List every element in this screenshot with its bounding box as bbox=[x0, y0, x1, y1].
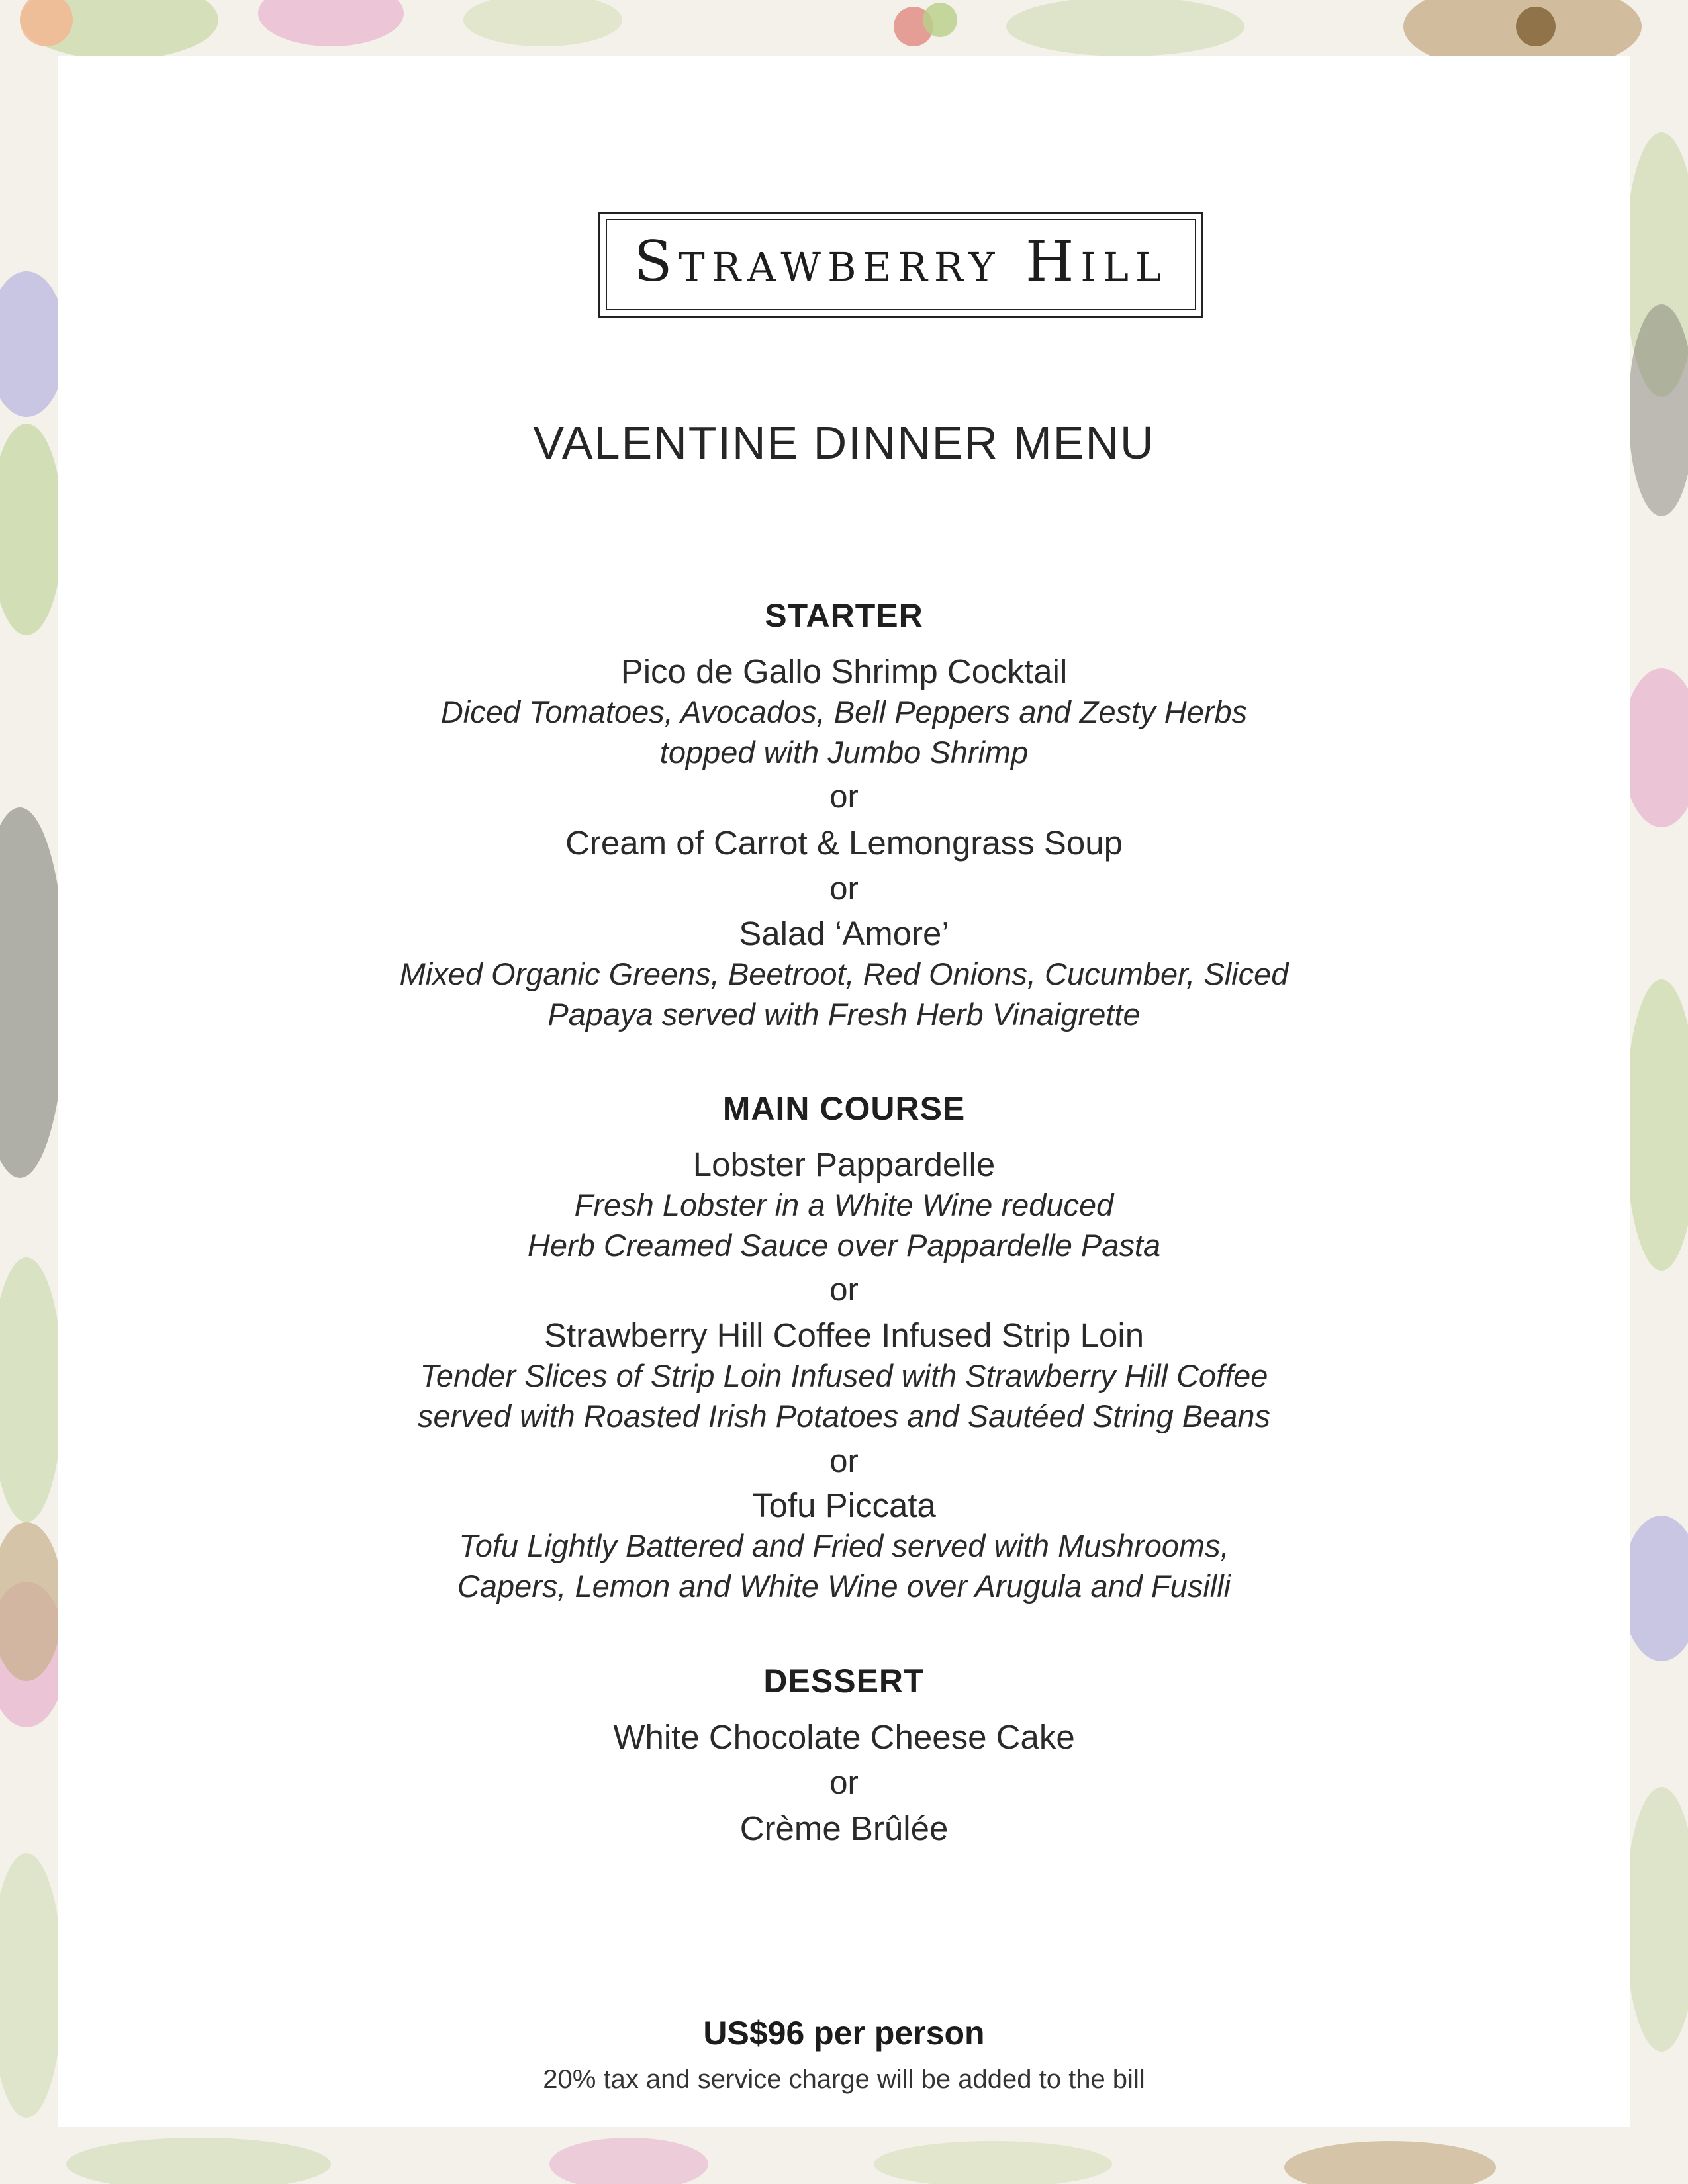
menu-card bbox=[58, 56, 1630, 2127]
leaf-shape bbox=[463, 0, 622, 46]
frog-shape bbox=[1284, 2141, 1496, 2184]
leaf-shape bbox=[1625, 979, 1688, 1271]
butterfly-shape bbox=[0, 807, 66, 1178]
or-separator: or bbox=[829, 1272, 859, 1308]
or-separator: or bbox=[829, 779, 859, 815]
main-dish-1-description-line-1: Fresh Lobster in a White Wine reduced bbox=[574, 1187, 1114, 1222]
tax-note: 20% tax and service charge will be added to the bill bbox=[543, 2065, 1145, 2094]
or-separator: or bbox=[829, 1443, 859, 1479]
leaf-shape bbox=[0, 1257, 63, 1522]
flower-shape bbox=[1622, 1516, 1688, 1661]
dessert-heading: DESSERT bbox=[763, 1662, 925, 1700]
starter-dish-3-description-line-1: Mixed Organic Greens, Beetroot, Red Onions, Cucumber, Sliced bbox=[399, 956, 1289, 991]
price: US$96 per person bbox=[703, 2015, 985, 2052]
frog-eye-shape bbox=[1516, 7, 1556, 46]
main-dish-1-description-line-2: Herb Creamed Sauce over Pappardelle Pasta bbox=[527, 1228, 1161, 1263]
main-dish-2-description-line-2: served with Roasted Irish Potatoes and Sautéed String Beans bbox=[417, 1398, 1271, 1433]
menu-title: VALENTINE DINNER MENU bbox=[533, 417, 1155, 469]
flower-shape bbox=[1622, 668, 1688, 827]
brand-logo bbox=[598, 212, 1203, 318]
main-dish-1-name: Lobster Pappardelle bbox=[692, 1146, 996, 1183]
starter-dish-1-name: Pico de Gallo Shrimp Cocktail bbox=[620, 653, 1068, 690]
starter-dish-3-description-line-2: Papaya served with Fresh Herb Vinaigrette bbox=[547, 997, 1141, 1032]
dessert-dish-1-name: White Chocolate Cheese Cake bbox=[613, 1718, 1075, 1756]
leaf-shape bbox=[874, 2141, 1112, 2184]
brand-name: Strawberry Hill bbox=[633, 229, 1168, 294]
main-dish-3-description-line-2: Capers, Lemon and White Wine over Arugula and Fusilli bbox=[457, 1569, 1231, 1604]
starter-dish-3-name: Salad ‘Amore’ bbox=[739, 915, 949, 952]
flower-shape bbox=[0, 271, 66, 417]
main-dish-3-description-line-1: Tofu Lightly Battered and Fried served with Mushrooms, bbox=[459, 1528, 1229, 1563]
dessert-dish-2-name: Crème Brûlée bbox=[739, 1809, 949, 1847]
main-course-heading: MAIN COURSE bbox=[722, 1090, 966, 1127]
starter-heading: STARTER bbox=[765, 597, 923, 634]
flower-shape bbox=[549, 2138, 708, 2184]
fruit-shape bbox=[923, 3, 957, 37]
main-dish-2-description-line-1: Tender Slices of Strip Loin Infused with Strawberry Hill Coffee bbox=[420, 1358, 1268, 1393]
starter-dish-2-name: Cream of Carrot & Lemongrass Soup bbox=[565, 824, 1123, 862]
or-separator: or bbox=[829, 871, 859, 907]
starter-dish-1-description-line-2: topped with Jumbo Shrimp bbox=[659, 735, 1029, 770]
leaf-shape bbox=[0, 1853, 63, 2118]
main-dish-3-name: Tofu Piccata bbox=[752, 1486, 936, 1524]
leaf-shape bbox=[1625, 1787, 1688, 2052]
starter-dish-1-description-line-1: Diced Tomatoes, Avocados, Bell Peppers and Zesty Herbs bbox=[440, 694, 1248, 729]
leaf-shape bbox=[66, 2138, 331, 2184]
main-dish-2-name: Strawberry Hill Coffee Infused Strip Loin bbox=[543, 1316, 1145, 1354]
leaf-shape bbox=[1006, 0, 1244, 56]
or-separator: or bbox=[829, 1765, 859, 1801]
leaf-shape bbox=[0, 424, 63, 635]
flower-shape bbox=[258, 0, 404, 46]
